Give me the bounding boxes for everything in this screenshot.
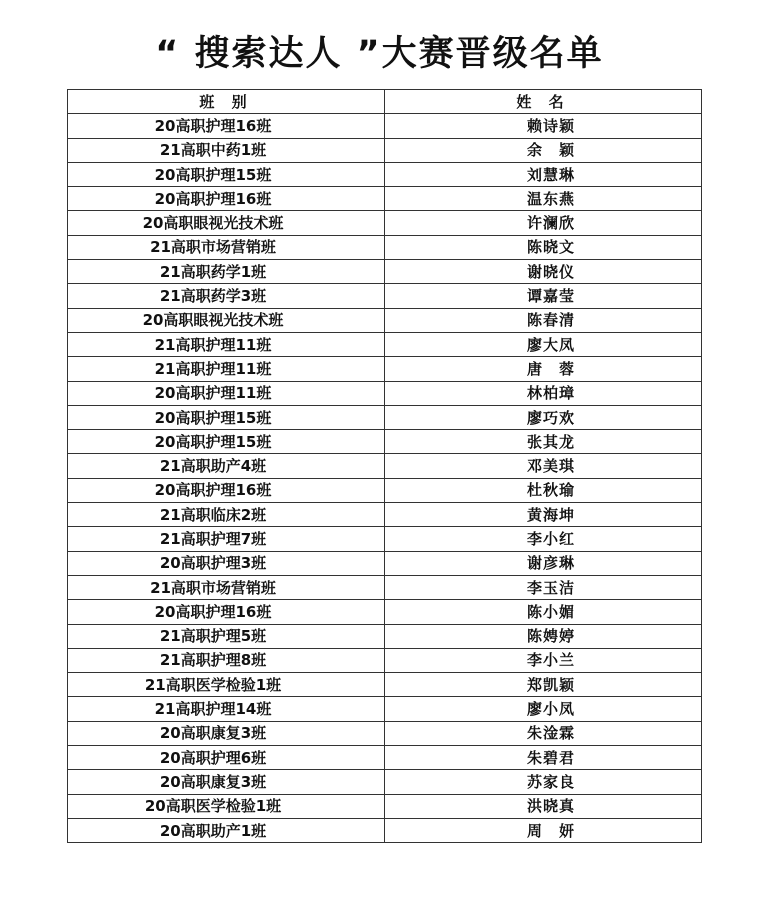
table-row	[68, 770, 702, 794]
name-cell: 陈娉婷	[385, 624, 702, 648]
class-cell: 21高职护理5班	[68, 624, 385, 648]
class-cell: 20高职护理6班	[68, 746, 385, 770]
table-row	[68, 697, 702, 721]
class-cell: 20高职助产1班	[68, 818, 385, 842]
table-row	[68, 818, 702, 842]
name-cell: 黄海坤	[385, 503, 702, 527]
table-row	[68, 527, 702, 551]
table-row	[68, 308, 702, 332]
name-cell: 杜秋瑜	[385, 478, 702, 502]
name-cell: 谭嘉莹	[385, 284, 702, 308]
table-row	[68, 600, 702, 624]
class-cell: 21高职护理8班	[68, 648, 385, 672]
table-row	[68, 260, 702, 284]
name-cell: 廖大凤	[385, 332, 702, 356]
class-cell: 20高职护理3班	[68, 551, 385, 575]
class-cell: 21高职市场营销班	[68, 235, 385, 259]
class-cell: 20高职护理15班	[68, 405, 385, 429]
class-cell: 20高职康复3班	[68, 721, 385, 745]
class-cell: 20高职康复3班	[68, 770, 385, 794]
name-cell: 廖小凤	[385, 697, 702, 721]
class-cell: 21高职市场营销班	[68, 575, 385, 599]
name-cell: 朱淦霖	[385, 721, 702, 745]
name-cell: 赖诗颖	[385, 114, 702, 138]
table-row	[68, 430, 702, 454]
class-cell: 21高职药学3班	[68, 284, 385, 308]
table-row	[68, 162, 702, 186]
name-cell: 陈春清	[385, 308, 702, 332]
class-cell: 20高职护理11班	[68, 381, 385, 405]
class-cell: 21高职临床2班	[68, 503, 385, 527]
table-row	[68, 332, 702, 356]
class-cell: 21高职助产4班	[68, 454, 385, 478]
table-row	[68, 187, 702, 211]
class-cell: 20高职护理16班	[68, 478, 385, 502]
name-cell: 张其龙	[385, 430, 702, 454]
class-cell: 21高职护理14班	[68, 697, 385, 721]
name-cell: 余 颖	[385, 138, 702, 162]
table-row	[68, 721, 702, 745]
table-row	[68, 211, 702, 235]
table-row	[68, 405, 702, 429]
table-row	[68, 575, 702, 599]
class-cell: 20高职护理15班	[68, 430, 385, 454]
name-cell: 邓美琪	[385, 454, 702, 478]
name-cell: 陈晓文	[385, 235, 702, 259]
table-row	[68, 478, 702, 502]
table-row	[68, 138, 702, 162]
class-cell: 21高职护理11班	[68, 357, 385, 381]
class-cell: 20高职护理15班	[68, 162, 385, 186]
name-cell: 温东燕	[385, 187, 702, 211]
table-row	[68, 673, 702, 697]
table-row	[68, 551, 702, 575]
name-cell: 廖巧欢	[385, 405, 702, 429]
table-row	[68, 284, 702, 308]
promotion-list-table	[67, 89, 702, 843]
page-title: “ 搜索达人 ”大赛晋级名单	[155, 34, 604, 74]
table-row	[68, 454, 702, 478]
name-cell: 李玉洁	[385, 575, 702, 599]
name-cell: 许澜欣	[385, 211, 702, 235]
name-cell: 谢晓仪	[385, 260, 702, 284]
name-cell: 苏家良	[385, 770, 702, 794]
class-cell: 21高职护理7班	[68, 527, 385, 551]
class-cell: 20高职眼视光技术班	[68, 308, 385, 332]
name-cell: 朱碧君	[385, 746, 702, 770]
name-cell: 刘慧琳	[385, 162, 702, 186]
table-row	[68, 746, 702, 770]
table-row	[68, 357, 702, 381]
table-row	[68, 624, 702, 648]
table-row	[68, 648, 702, 672]
header-name: 姓 名	[385, 90, 702, 114]
name-cell: 林柏璋	[385, 381, 702, 405]
header-class: 班 别	[68, 90, 385, 114]
name-cell: 郑凯颖	[385, 673, 702, 697]
name-cell: 周 妍	[385, 818, 702, 842]
class-cell: 20高职护理16班	[68, 187, 385, 211]
class-cell: 20高职护理16班	[68, 600, 385, 624]
class-cell: 21高职护理11班	[68, 332, 385, 356]
table-row	[68, 503, 702, 527]
name-cell: 谢彦琳	[385, 551, 702, 575]
class-cell: 21高职药学1班	[68, 260, 385, 284]
table-header-row	[68, 90, 702, 114]
table-row	[68, 794, 702, 818]
table-row	[68, 114, 702, 138]
class-cell: 21高职中药1班	[68, 138, 385, 162]
class-cell: 21高职医学检验1班	[68, 673, 385, 697]
table-row	[68, 381, 702, 405]
name-cell: 陈小媚	[385, 600, 702, 624]
name-cell: 洪晓真	[385, 794, 702, 818]
class-cell: 20高职护理16班	[68, 114, 385, 138]
table-row	[68, 235, 702, 259]
name-cell: 李小红	[385, 527, 702, 551]
name-cell: 唐 蓉	[385, 357, 702, 381]
name-cell: 李小兰	[385, 648, 702, 672]
class-cell: 20高职医学检验1班	[68, 794, 385, 818]
class-cell: 20高职眼视光技术班	[68, 211, 385, 235]
